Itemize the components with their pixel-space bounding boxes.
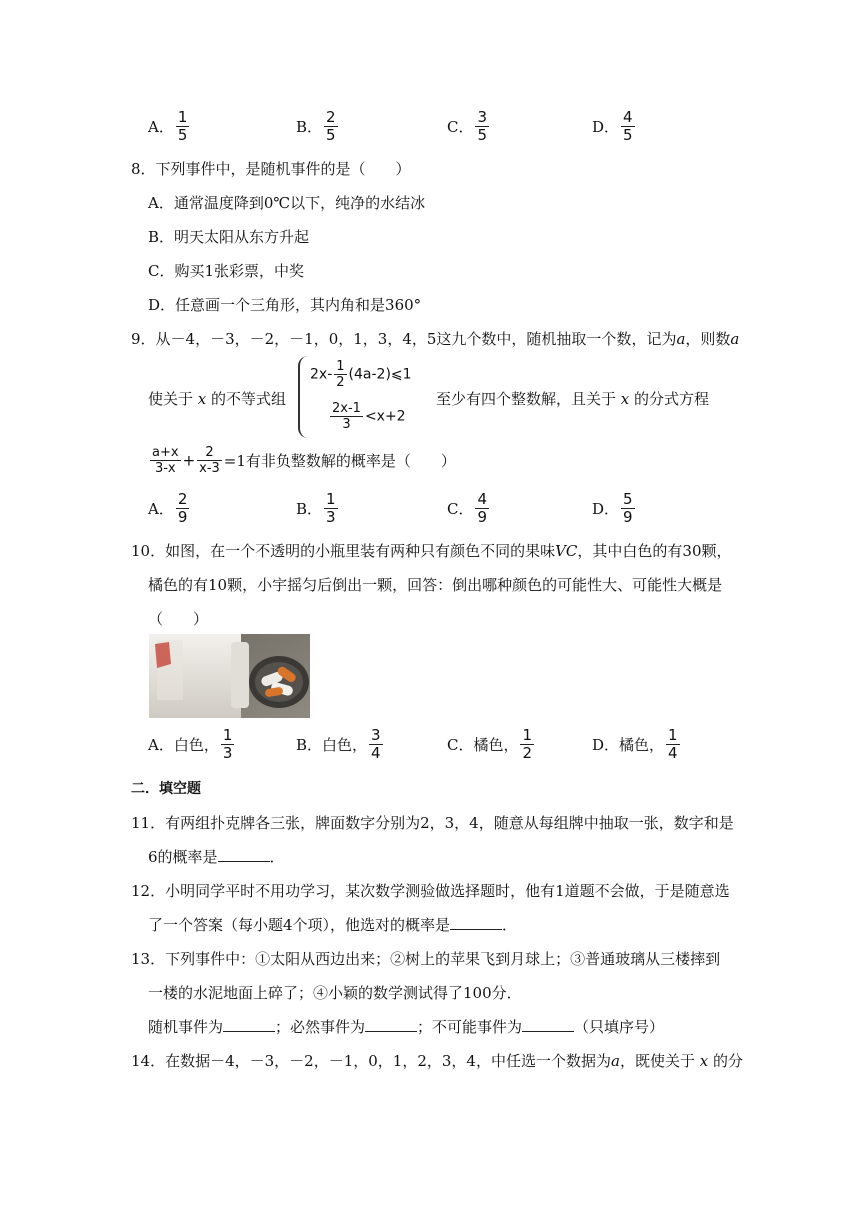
q13-line3: 随机事件为 ；必然事件为 ；不可能事件为 （只填序号） (148, 1018, 665, 1036)
vitamin-bottle-image (149, 634, 310, 718)
q12-answer-blank[interactable] (450, 915, 502, 930)
q9-line1: 9．从－4，－3，－2，－1，0，1，3，4，5这九个数中，随机抽取一个数，记为a，则数a (131, 330, 740, 348)
q11-line2: 6的概率是 ． (148, 848, 285, 866)
eq-fraction-1: $\frac{a+x}{3-x}$ (152, 445, 179, 476)
q7-d-fraction: $\frac{4}{5}$ (623, 108, 633, 144)
inequality-2: $\frac{2x-1}{3}$ <x+2 (332, 401, 406, 432)
q7-c-fraction: $\frac{3}{5}$ (477, 108, 488, 144)
q8-option-a[interactable]: A．通常温度降到0℃以下，纯净的水结冰 (148, 194, 426, 212)
q14-line1: 14．在数据－4，－3，－2，－1，0，1，2，3，4，中任选一个数据为a，既使关于 x 的分 (131, 1052, 743, 1070)
bottle-neck (231, 642, 249, 708)
q7-a-fraction: $\frac{1}{5}$ (177, 108, 188, 144)
q8-option-c[interactable]: C．购买1张彩票，中奖 (148, 262, 305, 280)
q9-line2-left: 使关于 x 的不等式组 (148, 390, 287, 408)
q7-option-a[interactable]: A． $\frac{1}{5}$ (148, 108, 188, 144)
q9-equation-line: $\frac{a+x}{3-x}$ + $\frac{2}{x-3}$ =1有非负整数解的概率是（ ） (152, 445, 456, 476)
section-heading-fill-in: 二．填空题 (131, 781, 201, 797)
q12-line1: 12．小明同学平时不用功学习，某次数学测验做选择题时，他有1道题不会做，于是随意选 (131, 882, 730, 900)
q7-b-fraction: $\frac{2}{5}$ (326, 108, 336, 144)
inequality-1: 2x- $\frac{1}{2}$ (4a-2)⩽1 (310, 359, 412, 390)
q9-option-d[interactable]: D． $\frac{5}{9}$ (592, 490, 633, 526)
q7-option-b[interactable]: B． $\frac{2}{5}$ (296, 108, 336, 144)
q10-line1: 10．如图，在一个不透明的小瓶里装有两种只有颜色不同的果味VC，其中白色的有30颗， (131, 542, 732, 560)
q9-option-b[interactable]: B． $\frac{1}{3}$ (296, 490, 336, 526)
q8-option-d[interactable]: D．任意画一个三角形，其内角和是360° (148, 296, 422, 314)
q10-options (148, 728, 788, 768)
q11-answer-blank[interactable] (218, 847, 270, 862)
q10-option-a[interactable]: A．白色， $\frac{1}{3}$ (148, 726, 233, 762)
inequality-brace (298, 356, 310, 438)
q13-certain-blank[interactable] (365, 1017, 417, 1032)
q13-impossible-blank[interactable] (522, 1017, 574, 1032)
q7-option-c[interactable]: C． $\frac{3}{5}$ (447, 108, 488, 144)
q8-stem: 8．下列事件中，是随机事件的是（ ） (131, 160, 411, 178)
q12-line2: 了一个答案（每小题4个项），他选对的概率是 ． (148, 916, 518, 934)
q9-option-c[interactable]: C． $\frac{4}{9}$ (447, 490, 488, 526)
q13-random-blank[interactable] (223, 1017, 275, 1032)
q13-line1: 13．下列事件中：①太阳从西边出来；②树上的苹果飞到月球上；③普通玻璃从三楼摔到 (131, 950, 721, 968)
q10-option-c[interactable]: C．橘色， $\frac{1}{2}$ (447, 726, 533, 762)
q7-options (148, 110, 788, 150)
q7-option-d[interactable]: D． $\frac{4}{5}$ (592, 108, 633, 144)
q10-option-d[interactable]: D．橘色， $\frac{1}{4}$ (592, 726, 678, 762)
q10-line2: 橘色的有10颗，小宇摇匀后倒出一颗，回答：倒出哪种颜色的可能性大、可能性大概是 (148, 576, 723, 594)
eq-fraction-2: $\frac{2}{x-3}$ (199, 445, 220, 476)
q10-option-b[interactable]: B．白色， $\frac{3}{4}$ (296, 726, 381, 762)
q9-option-a[interactable]: A． $\frac{2}{9}$ (148, 490, 188, 526)
q13-line2: 一楼的水泥地面上碎了；④小颖的数学测试得了100分． (148, 984, 522, 1002)
bottle-label-red (155, 642, 171, 668)
q9-options (148, 492, 788, 532)
q10-line3: （ ） (148, 610, 209, 628)
q11-line1: 11．有两组扑克牌各三张，牌面数字分别为2，3，4，随意从每组牌中抽取一张，数字和是 (131, 814, 734, 832)
q9-line2-right: 至少有四个整数解，且关于 x 的分式方程 (436, 390, 710, 408)
q8-option-b[interactable]: B．明天太阳从东方升起 (148, 228, 310, 246)
